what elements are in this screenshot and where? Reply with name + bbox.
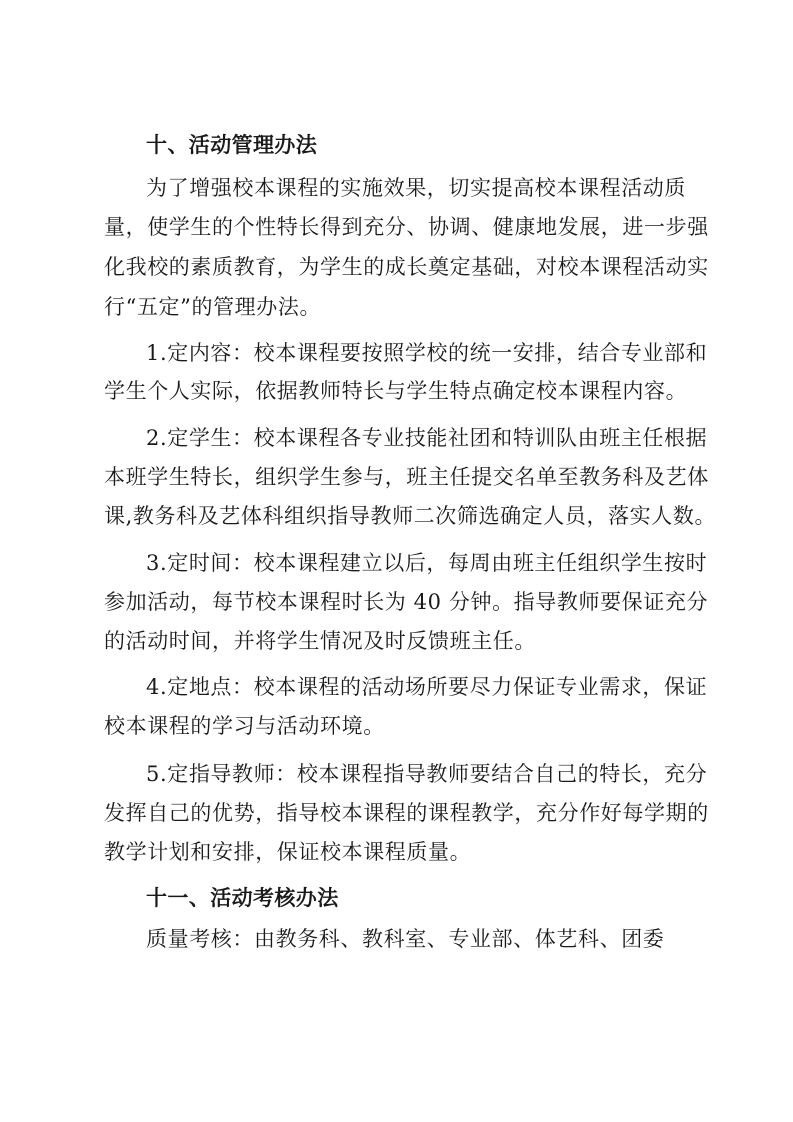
- paragraph-line: 化我校的素质教育，为学生的成长奠定基础，对校本课程活动实: [104, 255, 709, 279]
- list-item-line: 4.定地点：校本课程的活动场所要尽力保证专业需求，保证: [146, 675, 708, 699]
- list-item-line: 本班学生特长，组织学生参与，班主任提交名单至教务科及艺体: [104, 465, 709, 489]
- section-heading: 十一、活动考核办法: [146, 886, 339, 910]
- list-item-line: 2.定学生：校本课程各专业技能社团和特训队由班主任根据: [146, 426, 708, 450]
- list-item-line: 教学计划和安排，保证校本课程质量。: [104, 840, 472, 864]
- paragraph-line: 质量考核：由教务科、教科室、专业部、体艺科、团委: [146, 927, 665, 951]
- list-item-line: 参加活动，每节校本课程时长为 40 分钟。指导教师要保证充分: [104, 590, 709, 614]
- list-item-line: 学生个人实际，依据教师特长与学生特点确定校本课程内容。: [104, 379, 688, 403]
- list-item-line: 1.定内容：校本课程要按照学校的统一安排，结合专业部和: [146, 341, 708, 365]
- paragraph-line: 为了增强校本课程的实施效果，切实提高校本课程活动质: [146, 176, 686, 200]
- list-item-line: 课,教务科及艺体科组织指导教师二次筛选确定人员，落实人数。: [104, 504, 717, 528]
- list-item-line: 的活动时间，并将学生情况及时反馈班主任。: [104, 629, 536, 653]
- list-item-line: 发挥自己的优势，指导校本课程的课程教学，充分作好每学期的: [104, 801, 709, 825]
- list-item-line: 3.定时间：校本课程建立以后，每周由班主任组织学生按时: [146, 551, 708, 575]
- paragraph-line: 行“五定”的管理办法。: [104, 295, 322, 319]
- section-heading: 十、活动管理办法: [146, 133, 318, 157]
- list-item-line: 校本课程的学习与活动环境。: [104, 714, 385, 738]
- list-item-line: 5.定指导教师：校本课程指导教师要结合自己的特长，充分: [146, 762, 708, 786]
- paragraph-line: 量，使学生的个性特长得到充分、协调、健康地发展，进一步强: [104, 215, 709, 239]
